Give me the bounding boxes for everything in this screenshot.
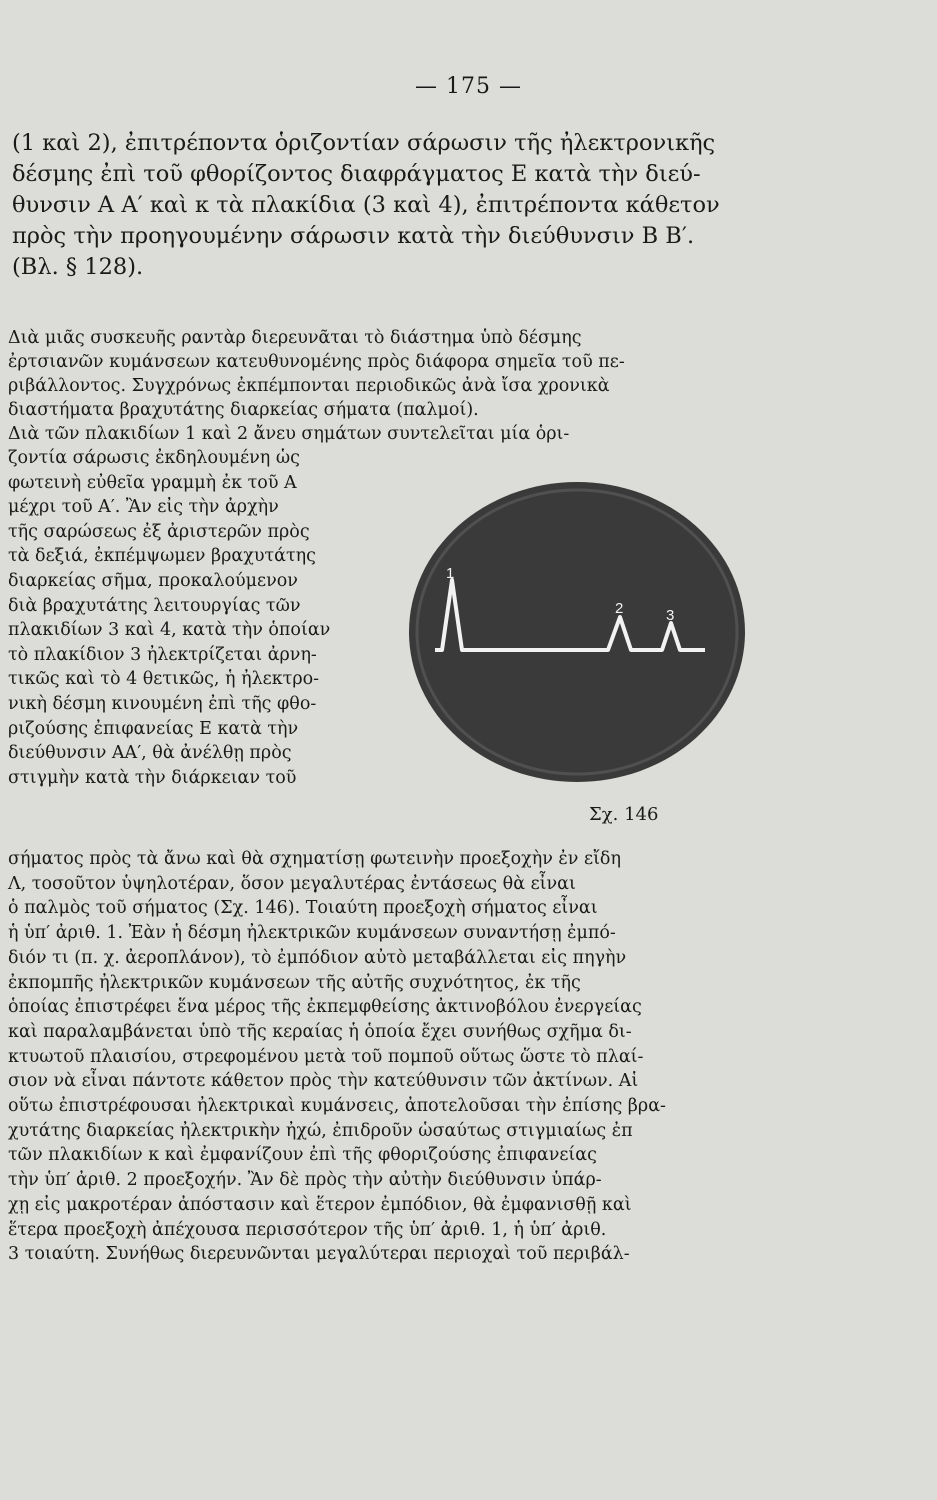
text-line: ὁποίας ἐπιστρέφει ἕνα μέρος τῆς ἐκπεμφθείσης ἀκτινοβόλου ἐνεργείας bbox=[8, 997, 642, 1018]
text-line: πλακιδίων 3 καὶ 4, κατὰ τὴν ὁποίαν bbox=[8, 620, 331, 641]
text-line: κτυωτοῦ πλαισίου, στρεφομένου μετὰ τοῦ πομποῦ οὕτως ὥστε τὸ πλαί- bbox=[8, 1046, 644, 1067]
peak-label-1: 1 bbox=[446, 565, 455, 582]
text-line: στιγμὴν κατὰ τὴν διάρκειαν τοῦ bbox=[8, 767, 297, 788]
text-line: διαρκείας σῆμα, προκαλούμενον bbox=[8, 570, 298, 591]
text-line: οὕτω ἐπιστρέφουσαι ἠλεκτρικαὶ κυμάνσεις, ἀποτελοῦσαι τὴν ἐπίσης βρα- bbox=[8, 1096, 666, 1117]
text-line: τικῶς καὶ τὸ 4 θετικῶς, ἡ ἠλεκτρο- bbox=[8, 669, 320, 690]
paragraph-2 bbox=[8, 326, 768, 446]
paragraph-1 bbox=[12, 128, 772, 283]
text-line: 3 τοιαύτη. Συνήθως διερευνῶνται μεγαλύτεραι περιοχαὶ τοῦ περιβάλ- bbox=[8, 1244, 630, 1265]
peak-label-3: 3 bbox=[666, 607, 675, 624]
text-line: χῃ εἰς μακροτέραν ἀπόστασιν καὶ ἕτερον ἐμπόδιον, θὰ ἐμφανισθῇ καὶ bbox=[8, 1194, 632, 1215]
text-line: τὴν ὑπ′ ἀριθ. 2 προεξοχήν. Ἂν δὲ πρὸς τὴν αὐτὴν διεύθυνσιν ὑπάρ- bbox=[8, 1170, 602, 1191]
text-line: (Βλ. § 128). bbox=[12, 254, 144, 280]
text-line: διεύθυνσιν ΑΑ′, θὰ ἀνέλθῃ πρὸς bbox=[8, 743, 292, 764]
paragraph-continued bbox=[8, 847, 768, 1267]
text-line: ριζούσης ἐπιφανείας Ε κατὰ τὴν bbox=[8, 718, 299, 739]
text-line: φωτεινὴ εὐθεῖα γραμμὴ ἐκ τοῦ Α bbox=[8, 472, 297, 493]
text-line: διὰ βραχυτάτης λειτουργίας τῶν bbox=[8, 595, 301, 616]
peak-label-2: 2 bbox=[615, 600, 624, 617]
text-line: ἐρτσιανῶν κυμάνσεων κατευθυνομένης πρὸς διάφορα σημεῖα τοῦ πε- bbox=[8, 352, 625, 372]
text-line: τῆς σαρώσεως ἐξ ἀριστερῶν πρὸς bbox=[8, 521, 310, 542]
text-line: διόν τι (π. χ. ἀεροπλάνον), τὸ ἐμπόδιον αὐτὸ μεταβάλλεται εἰς πηγὴν bbox=[8, 947, 627, 968]
text-line: μέχρι τοῦ Α′. Ἂν εἰς τὴν ἀρχὴν bbox=[8, 497, 279, 518]
figure-caption: Σχ. 146 bbox=[589, 804, 659, 825]
text-line: ὁ παλμὸς τοῦ σήματος (Σχ. 146). Τοιαύτη προεξοχὴ σήματος εἶναι bbox=[8, 898, 598, 919]
text-line: δέσμης ἐπὶ τοῦ φθορίζοντος διαφράγματος Ε κατὰ τὴν διεύ- bbox=[12, 161, 701, 187]
page-number: — 175 — bbox=[415, 74, 522, 99]
text-line: ἕτερα προεξοχὴ ἀπέχουσα περισσότερον τῆς ὑπ′ ἀριθ. 1, ἡ ὑπ′ ἀριθ. bbox=[8, 1219, 607, 1240]
text-line: ριβάλλοντος. Συγχρόνως ἐκπέμπονται περιοδικῶς ἀνὰ ἴσα χρονικὰ bbox=[8, 376, 610, 396]
text-line: τῶν πλακιδίων κ καὶ ἐμφανίζουν ἐπὶ τῆς φθοριζούσης ἐπιφανείας bbox=[8, 1145, 597, 1166]
text-line: χυτάτης διαρκείας ἠλεκτρικὴν ἠχώ, ἐπιδροῦν ὡσαύτως στιγμιαίως ἐπ bbox=[8, 1120, 633, 1141]
text-line: θυνσιν Α Α′ καὶ κ τὰ πλακίδια (3 καὶ 4), ἐπιτρέποντα κάθετον bbox=[12, 192, 720, 218]
wrapped-paragraph bbox=[8, 446, 388, 790]
text-line: σήματος πρὸς τὰ ἄνω καὶ θὰ σχηματίσῃ φωτεινὴν προεξοχὴν ἐν εἴδη bbox=[8, 849, 621, 869]
text-line: καὶ παραλαμβάνεται ὑπὸ τῆς κεραίας ἡ ὁποία ἔχει συνήθως σχῆμα δι- bbox=[8, 1021, 632, 1042]
radar-screen-svg bbox=[407, 480, 747, 785]
text-line: (1 καὶ 2), ἐπιτρέποντα ὁριζοντίαν σάρωσιν τῆς ἠλεκτρονικῆς bbox=[12, 130, 716, 156]
text-line: ἡ ὑπ′ ἀριθ. 1. Ἐὰν ἡ δέσμη ἠλεκτρικῶν κυμάνσεων συναντήσῃ ἐμπό- bbox=[8, 923, 616, 944]
text-line: διαστήματα βραχυτάτης διαρκείας σήματα (παλμοί). bbox=[8, 400, 479, 420]
text-line: πρὸς τὴν προηγουμένην σάρωσιν κατὰ τὴν διεύθυνσιν Β Β′. bbox=[12, 223, 695, 249]
text-line: νικὴ δέσμη κινουμένη ἐπὶ τῆς φθο- bbox=[8, 693, 317, 714]
text-line: ἐκπομπῆς ἠλεκτρικῶν κυμάνσεων τῆς αὐτῆς συχνότητος, ἐκ τῆς bbox=[8, 972, 581, 993]
text-line: Διὰ μιᾶς συσκευῆς ραντὰρ διερευνᾶται τὸ διάστημα ὑπὸ δέσμης bbox=[8, 328, 582, 348]
text-line: ζοντία σάρωσις ἐκδηλουμένη ὡς bbox=[8, 448, 300, 468]
text-line: τὰ δεξιά, ἐκπέμψωμεν βραχυτάτης bbox=[8, 546, 316, 567]
text-line: σιον νὰ εἶναι πάντοτε κάθετον πρὸς τὴν κατεύθυνσιν τῶν ἀκτίνων. Αἱ bbox=[8, 1071, 639, 1092]
radar-screen-figure bbox=[407, 480, 747, 785]
text-line: Λ, τοσοῦτον ὑψηλοτέραν, ὅσον μεγαλυτέρας ἐντάσεως θὰ εἶναι bbox=[8, 873, 576, 894]
text-line: τὸ πλακίδιον 3 ἠλεκτρίζεται ἀρνη- bbox=[8, 644, 317, 665]
text-line: Διὰ τῶν πλακιδίων 1 καὶ 2 ἄνευ σημάτων συντελεῖται μία ὁρι- bbox=[8, 424, 570, 444]
